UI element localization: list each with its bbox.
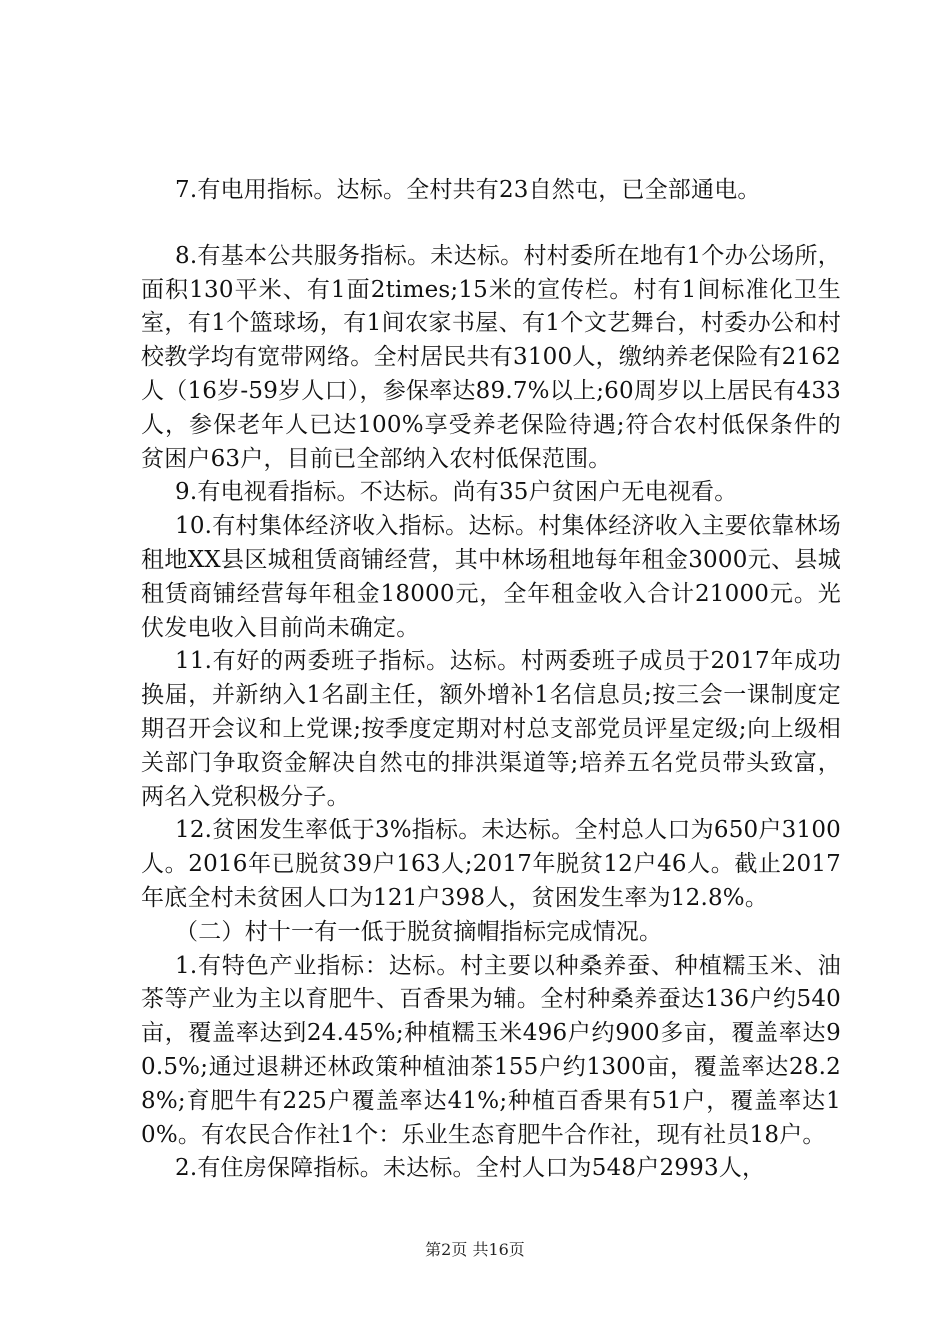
paragraph-housing: 2.有住房保障指标。未达标。全村人口为548户2993人， xyxy=(175,1155,766,1182)
page-footer: 第2页 共16页 xyxy=(425,1240,525,1259)
paragraph-television: 9.有电视看指标。不达标。尚有35户贫困户无电视看。 xyxy=(175,479,738,506)
document-body xyxy=(141,174,841,1186)
paragraph-collective-income: 10.有村集体经济收入指标。达标。村集体经济收入主要依靠林场租地XX县区城租赁商铺经营，其中林场租地每年租金3000元、县城租赁商铺经营每年租金18000元，全年租金收入合计21000元。光伏发电收入目前尚未确定。 xyxy=(141,513,841,641)
section-heading: （二）村十一有一低于脱贫摘帽指标完成情况。 xyxy=(175,918,663,945)
paragraph-industry: 1.有特色产业指标：达标。村主要以种桑养蚕、种植糯玉米、油茶等产业为主以育肥牛、百香果为辅。全村种桑养蚕达136户约540亩，覆盖率达到24.45%;种植糯玉米496户约900多亩，覆盖率达90.5%;通过退耕还林政策种植油茶155户约1300亩，覆盖率达28.28%;育肥牛有225户覆盖率达41%;种植百香果有51户，覆盖率达10%。有农民合作社1个：乐业生态育肥牛合作社，现有社员18户。 xyxy=(141,952,841,1148)
paragraph-electricity: 7.有电用指标。达标。全村共有23自然屯，已全部通电。 xyxy=(175,177,761,203)
paragraph-poverty-rate: 12.贫困发生率低于3%指标。未达标。全村总人口为650户3100人。2016年已脱贫39户163人;2017年脱贫12户46人。截止2017年底全村未贫困人口为121户398人，贫困发生率为12.8%。 xyxy=(141,817,841,911)
paragraph-public-service: 8.有基本公共服务指标。未达标。村村委所在地有1个办公场所，面积130平米、有1面2times;15米的宣传栏。村有1间标准化卫生室，有1个篮球场，有1间农家书屋、有1个文艺舞台，村委办公和村校教学均有宽带网络。全村居民共有3100人，缴纳养老保险有2162人（16岁-59岁人口），参保率达89.7%以上;60周岁以上居民有433人，参保老年人已达100%享受养老保险待遇;符合农村低保条件的贫困户63户，目前已全部纳入农村低保范围。 xyxy=(141,242,841,472)
paragraph-village-committee: 11.有好的两委班子指标。达标。村两委班子成员于2017年成功换届，并新纳入1名副主任，额外增补1名信息员;按三会一课制度定期召开会议和上党课;按季度定期对村总支部党员评星定级;向上级相关部门争取资金解决自然屯的排洪渠道等;培养五名党员带头致富，两名入党积极分子。 xyxy=(141,648,841,810)
